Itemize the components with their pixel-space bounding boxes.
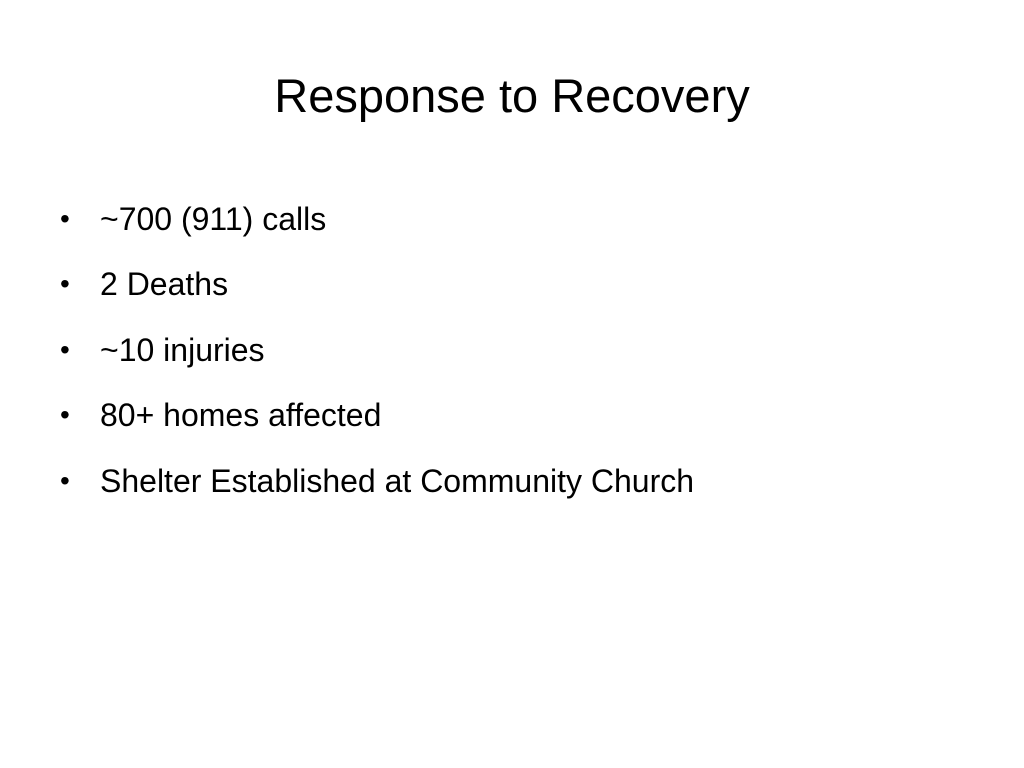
bullet-text: ~700 (911) calls xyxy=(100,200,327,237)
list-item xyxy=(60,186,960,252)
bullet-text: Shelter Established at Community Church xyxy=(100,462,695,499)
bullet-icon: • xyxy=(60,464,70,496)
bullet-text: ~10 injuries xyxy=(100,331,265,368)
bullet-icon: • xyxy=(60,333,70,365)
list-item xyxy=(60,383,960,449)
slide-title: Response to Recovery xyxy=(274,69,750,122)
list-item xyxy=(60,317,960,383)
bullet-text: 2 Deaths xyxy=(100,266,229,303)
bullet-list xyxy=(60,186,960,514)
list-item xyxy=(60,448,960,514)
list-item xyxy=(60,252,960,318)
bullet-icon: • xyxy=(60,202,70,234)
bullet-icon: • xyxy=(60,268,70,300)
bullet-text: 80+ homes affected xyxy=(100,397,382,434)
bullet-icon: • xyxy=(60,399,70,431)
